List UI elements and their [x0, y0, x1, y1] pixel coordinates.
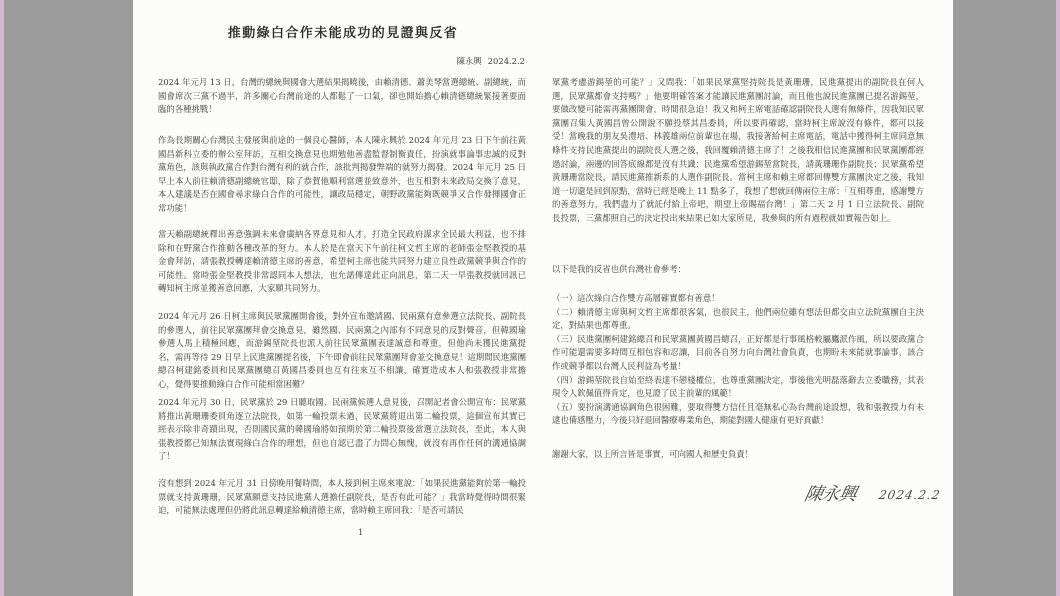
signature-name: 陳永興	[802, 484, 858, 505]
document-title: 推動綠白合作未能成功的見證與反省	[227, 26, 459, 41]
handwritten-signature	[802, 478, 945, 514]
reflection-item: （一）這次綠白合作雙方高層確實都有善意！	[552, 293, 720, 303]
body-paragraph: 2024 年元月 13 日，台灣的總統與國會大選結果揭曉後，由賴清德、蕭美琴當選總統、副總統，而國會席次三黨不過半，許多關心台灣前途的人都鬆了一口氣，卻也開始擔心賴清德總統緊接著要面臨的各種挑戰！	[158, 77, 526, 115]
author-date: 2024.2.2	[487, 56, 525, 66]
reflection-item: （二）賴清德主席與柯文哲主席都很客氣，也很民主，他們兩位雖有想法但都交由立法院黨團自主決定，對結果也都尊重。	[552, 306, 924, 331]
body-paragraph: 2024 年元月 30 日，民眾黨於 29 日聽取國、民兩黨候選人意見後，召開記者會公開宣布：民眾黨將推出黃珊珊委員角逐立法院長，如第一輪投票未過，民眾黨將退出第二輪投票，這個宣布其實已經表示除非奇蹟出現，否則國民黨的韓國瑜將如預期於第二輪投票後當選立法院長，至此，本人與張教授都已知無法實現綠白合作的理想，但也自認已盡了力問心無愧，就沒有再作任何的溝通協調了！	[158, 397, 526, 462]
reflection-item: （四）游錫堃院長自始至終表達不戀棧權位，也尊重黨團決定，事後他光明磊落辭去立委職務，其表現令人欽佩值得肯定，也見證了民主前輩的風範！	[552, 374, 924, 399]
body-paragraph: 眾黨考慮游錫堃的可能？」又問我：「如果民眾黨堅持院長是黃珊珊，民進黨提出的副院長在何人選，民眾黨都會支持嗎？」他要明確答案才能讓民進黨團討論，而且他也說民進黨團已提名游錫堃，要做改變可能需再黨團開會，時間很急迫！我又和柯主席電話確認副院長人選有無條件，因我知民眾黨團召集人黃國昌曾公開說不願投蔡其昌委員，所以要再確認，當時柯主席說沒有條件，都可以接受！當晚我的朋友吳澧培、林義雄兩位前輩也在場，我接著給柯主席電話，電話中獲得柯主席同意無條件支持民進黨提出的副院長人選之後，我回覆賴清德主席了！之後我相信民進黨團和民眾黨團都經過討論，兩邊的回答底線都是沒有共識：民進黨希望游錫堃當院長，請黃珊珊作副院長；民眾黨希望黃珊珊當院長，請民進黨推新系的人選作副院長。當柯主席和賴主席都回傳雙方黨團決定之後，我知道一切還是回到原點，當時已經是晚上 11 點多了，我想了想就回傳兩位主席：「互相尊重，感謝雙方的善意努力，我們盡力了就託付給上帝吧，期望上帝賜福台灣！」第二天 2 月 1 日立法院長、副院長投票，三黨都照自己的決定投出來結果已如大家所見，我參與的所有過程就如實報告如上。	[552, 77, 924, 223]
body-paragraph: 沒有想到 2024 年元月 31 日傍晚用餐時間，本人接到柯主席來電說：「如果民進黨能夠於第一輪投票就支持黃珊珊，民眾黨願意支持民進黨人選擔任副院長，是否有此可能？」我當時覺得時間很緊迫，可能無法處理但仍將此訊息轉達給賴清德主席，當時賴主席回我：「是否可請民	[158, 478, 526, 516]
left-page	[158, 0, 526, 596]
reflection-item: （三）民進黨團柯建銘總召和民眾黨團黃國昌總召，正好都是行事風格較屬鷹派作風，所以要政黨合作可能還需要多時間互相包容和忍讓，目前各自努力向台灣社會負責，也期盼未來能就事論事，該合作或競爭都以台灣人民利益為考量！	[552, 333, 924, 371]
closing-statement: 謝謝大家，以上所言皆是事實，可向國人和歷史負責！	[552, 449, 753, 459]
right-edge-strip	[1056, 0, 1060, 596]
author-name: 陳永興	[456, 56, 482, 66]
page-number: 1	[358, 527, 364, 537]
reflection-list	[552, 292, 924, 428]
signature-date: 2024.2.2	[877, 488, 942, 502]
body-paragraph: 作為長期關心台灣民主發展與前途的一個良心醫師，本人陳永興於 2024 年元月 23 日下午前往黃國昌新科立委的辦公室拜訪，互相交換意見也期勉他善盡監督制衡責任，扮演就事論事忠誠的反對黨角色，該與執政黨合作對台灣有利的就合作，該批判揭發弊端的就努力揭發。2024 年元月 25 日早上本人前往賴清德副總統官邸，除了恭賀他順利當選並致意外，也互相對未來政局交換了意見，本人建議是否在國會尋求綠白合作的可能性，讓政局穩定，朝野政黨能夠既競爭又合作發揮國會正常功能！	[158, 135, 526, 213]
reflection-item: （五）要扮演溝通協調角色很困難，要取得雙方信任且毫無私心為台灣前途設想，我和張教授力有未逮也備感壓力，今後只好退回醫療專業角色，期能對國人健康有更好貢獻！	[552, 401, 924, 426]
document-sheet	[133, 0, 953, 596]
left-edge-strip	[0, 0, 4, 596]
body-paragraph: 2024 年元月 26 日柯主席與民眾黨團開會後，對外宣布邀請國、民兩黨有意參選立法院長、副院長的參選人，前往民眾黨團拜會交換意見，雖然國、民兩黨之內部有不同意見的反對聲音，但韓國瑜參選人馬上積極回應，而游錫堃院長也派人前往民眾黨團表達誠意和尊重，但他尚未獲民進黨提名，需再等待 29 日早上民進黨團提名後，下午即會前往民眾黨團拜會並交換意見！這期間民進黨團總召柯建銘委員和民眾黨團總召黃國昌委員也互有往來互不相讓，確實造成本人和張教授非常擔心，覺得要推動綠白合作可能相當困難？	[158, 311, 526, 389]
reflection-intro: 以下是我的反省也供台灣社會參考：	[552, 264, 686, 274]
body-paragraph: 當天賴副總統釋出善意強調未來會廣納各界意見和人才，打造全民政府謀求全民最大利益，也不排除和在野黨合作推動各種改革的努力。本人於是在當天下午前往柯文哲主席的老師張金堅教授的基金會拜訪，請張教授轉達賴清德主席的善意，希望柯主席也能共同努力建立良性政黨競爭與合作的可能性。當時張金堅教授非常認同本人想法，也允諾傳達此正向訊息，第二天一早張教授就回訊已轉知柯主席並獲善意回應，大家願共同努力。	[158, 229, 526, 294]
